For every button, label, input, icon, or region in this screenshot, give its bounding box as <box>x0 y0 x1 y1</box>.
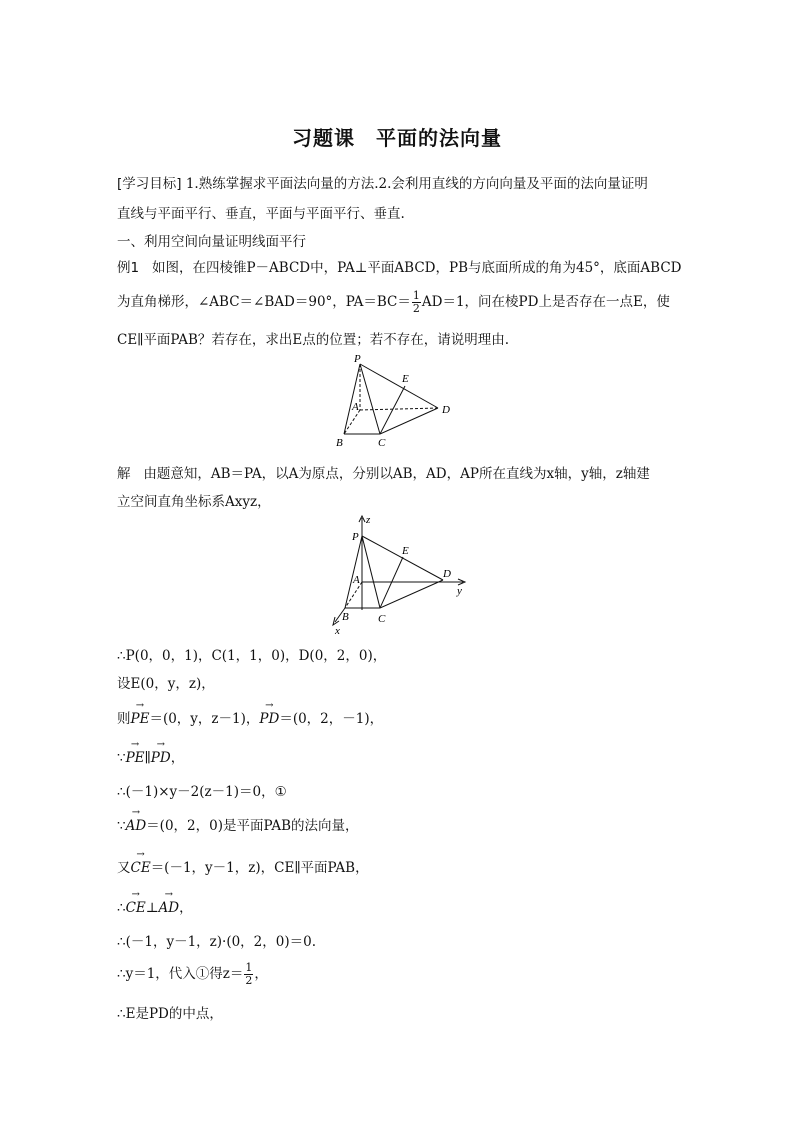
step-8-mid: ⊥ <box>145 900 159 916</box>
fig1-label-d: D <box>442 404 450 416</box>
vector-ce: → CE <box>131 860 151 876</box>
example-text-2b: AD＝1，问在棱PD上是否存在一点E，使 <box>421 294 670 310</box>
step-10-post: ， <box>254 966 268 982</box>
step-4-mid: ∥ <box>144 750 151 766</box>
fig1-label-e: E <box>402 373 409 385</box>
example-text-2a: 为直角梯形，∠ABC＝∠BAD＝90°，PA＝BC＝ <box>117 294 411 310</box>
step-2: 设E(0，y，z)， <box>117 676 215 692</box>
fig2-label-p: P <box>352 531 359 543</box>
step-10-pre: ∴y＝1，代入①得z＝ <box>117 966 244 982</box>
vector-ad: → AD <box>158 900 179 916</box>
section-heading: 一、利用空间向量证明线面平行 <box>117 234 306 250</box>
fig2-label-z: z <box>366 514 371 526</box>
solution-text-1: 由题意知，AB＝PA，以A为原点，分别以AB，AD，AP所在直线为x轴，y轴，z轴建 <box>143 466 650 482</box>
fraction-half <box>244 962 253 986</box>
fig1-label-c: C <box>378 437 386 449</box>
solution-label: 解 <box>117 466 131 482</box>
fig2-label-c: C <box>378 613 386 625</box>
step-5: ∴(－1)×y－2(z－1)＝0，① <box>117 784 287 800</box>
step-3-pre: 则 <box>117 711 131 727</box>
step-4 <box>117 746 184 766</box>
fraction-denominator: 2 <box>412 302 420 315</box>
vector-ad: → AD <box>126 818 147 834</box>
fig2-label-b: B <box>342 611 349 623</box>
objective-label: [学习目标] <box>117 176 182 192</box>
vector-ce: → CE <box>126 900 146 916</box>
step-7-post: ＝(－1，y－1，z)，CE∥平面PAB， <box>150 860 369 876</box>
fig1-label-a: A <box>352 401 359 413</box>
example-line-1 <box>117 256 682 276</box>
example-text-1: 如图，在四棱锥P－ABCD中，PA⊥平面ABCD，PB与底面所成的角为45°，底面ABCD <box>151 260 682 276</box>
solution-line-1 <box>117 462 650 482</box>
objective-line-2: 直线与平面平行、垂直，平面与平面平行、垂直. <box>117 206 405 222</box>
step-4-pre: ∵ <box>117 750 126 766</box>
fig2-label-a: A <box>353 574 360 586</box>
step-11: ∴E是PD的中点， <box>117 1006 223 1022</box>
step-3 <box>117 707 383 727</box>
fraction-numerator: 1 <box>245 961 253 975</box>
step-9: ∴(－1，y－1，z)·(0，2，0)＝0. <box>117 934 317 950</box>
fig1-label-p: P <box>354 353 361 365</box>
example-label: 例1 <box>117 260 140 276</box>
step-3-post: ＝(0，2，－1)， <box>279 711 384 727</box>
fraction-denominator: 2 <box>245 974 253 987</box>
step-8-post: ， <box>179 900 193 916</box>
fraction-numerator: 1 <box>412 289 420 303</box>
fig2-label-x: x <box>335 625 340 637</box>
vector-pd: → PD <box>259 711 279 727</box>
step-10 <box>117 962 268 987</box>
objective-text-1: 1.熟练掌握求平面法向量的方法.2.会利用直线的方向向量及平面的法向量证明 <box>185 176 648 192</box>
step-1: ∴P(0，0，1)，C(1，1，0)，D(0，2，0)， <box>117 648 387 664</box>
step-6 <box>117 814 359 834</box>
objective-line-1 <box>117 172 648 192</box>
fig2-label-d: D <box>443 568 451 580</box>
step-8 <box>117 896 193 916</box>
step-4-post: ， <box>170 750 185 766</box>
example-line-2 <box>117 290 670 315</box>
step-7-pre: 又 <box>117 860 131 876</box>
fig1-label-b: B <box>336 437 343 449</box>
step-6-pre: ∵ <box>117 818 126 834</box>
fig2-label-e: E <box>402 545 409 557</box>
vector-pe: → PE <box>131 711 150 727</box>
step-6-post: ＝(0，2，0)是平面PAB的法向量， <box>146 818 359 834</box>
fraction-half <box>412 290 421 314</box>
figure-pyramid <box>330 352 465 452</box>
fig2-label-y: y <box>457 585 462 597</box>
example-line-3: CE∥平面PAB？若存在，求出E点的位置；若不存在，请说明理由. <box>117 332 510 348</box>
page-title: 习题课 平面的法向量 <box>292 126 502 150</box>
vector-pd: → PD <box>151 750 171 766</box>
step-8-pre: ∴ <box>117 900 126 916</box>
figure-coordinate-system <box>325 510 475 638</box>
vector-pe: → PE <box>126 750 145 766</box>
step-3-mid: ＝(0，y，z－1)， <box>149 711 260 727</box>
step-7 <box>117 856 369 876</box>
solution-line-2: 立空间直角坐标系Axyz， <box>117 494 271 510</box>
